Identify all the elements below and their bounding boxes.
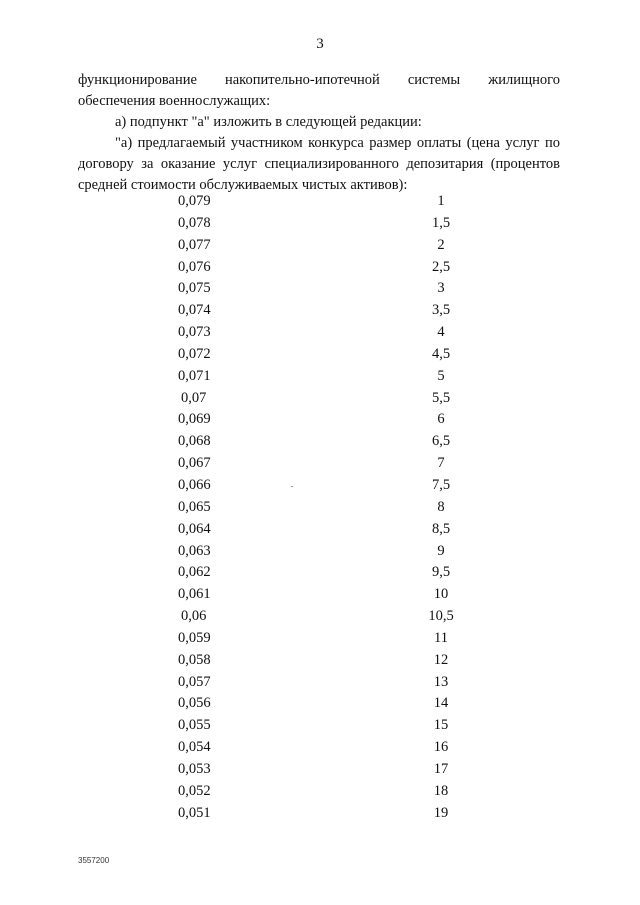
fee-table-row xyxy=(0,761,640,783)
fee-rate-cell: 0,077 xyxy=(178,236,211,253)
fee-points-cell: 8 xyxy=(437,498,445,515)
fee-points-cell: 6 xyxy=(437,411,445,428)
fee-table-row xyxy=(0,543,640,565)
fee-rate-cell: 0,079 xyxy=(178,193,211,209)
fee-rate-cell: 0,073 xyxy=(178,324,211,341)
fee-rate-cell: 0,075 xyxy=(178,280,211,297)
fee-rate-cell: 0,058 xyxy=(178,651,211,668)
item-a-line: а) подпункт "а" изложить в следующей редакции: xyxy=(115,114,422,130)
fee-points-cell: 19 xyxy=(433,804,449,821)
fee-table-row xyxy=(0,805,640,827)
fee-rate-cell: 0,068 xyxy=(178,433,211,450)
fee-points-cell: 5 xyxy=(437,367,445,384)
fee-points-cell: 3,5 xyxy=(431,302,451,319)
fee-table-row xyxy=(0,652,640,674)
fee-table-row xyxy=(0,739,640,761)
fee-rate-cell: 0,053 xyxy=(178,760,211,777)
fee-table-row xyxy=(0,717,640,739)
fee-rate-cell: 0,052 xyxy=(178,782,211,799)
fee-table-row xyxy=(0,455,640,477)
fee-table-row xyxy=(0,630,640,652)
fee-rate-cell: 0,056 xyxy=(178,695,211,712)
fee-points-cell: 10,5 xyxy=(428,608,454,625)
fee-points-cell: 13 xyxy=(433,673,449,690)
fee-table-row xyxy=(0,783,640,805)
fee-rate-cell: 0,067 xyxy=(178,455,211,472)
fee-table-row xyxy=(0,193,640,215)
fee-points-cell: 12 xyxy=(433,651,449,668)
scan-speck xyxy=(291,486,293,487)
continuation-word: системы xyxy=(407,72,461,88)
fee-points-cell: 6,5 xyxy=(431,433,451,450)
continuation-word: жилищного xyxy=(488,72,560,88)
page-number: 3 xyxy=(316,36,324,52)
fee-points-cell: 2 xyxy=(437,236,445,253)
fee-table-row xyxy=(0,280,640,302)
fee-points-cell: 9 xyxy=(437,542,445,559)
fee-rate-cell: 0,051 xyxy=(178,804,211,821)
fee-rate-cell: 0,06 xyxy=(181,608,207,625)
fee-rate-cell: 0,078 xyxy=(178,214,211,231)
fee-table-row xyxy=(0,433,640,455)
fee-rate-cell: 0,066 xyxy=(178,476,211,493)
fee-table-row xyxy=(0,695,640,717)
body-text xyxy=(78,70,560,196)
quote-line-1: "а) предлагаемый участником конкурса размер оплаты (цена услуг по xyxy=(115,135,560,151)
fee-table-row xyxy=(0,477,640,499)
fee-points-cell: 2,5 xyxy=(431,258,451,275)
fee-rate-cell: 0,059 xyxy=(178,629,211,646)
continuation-line-1 xyxy=(78,70,560,91)
fee-rate-cell: 0,054 xyxy=(178,739,211,756)
fee-rate-cell: 0,057 xyxy=(178,673,211,690)
quote-line-3: средней стоимости обслуживаемых чистых активов): xyxy=(78,177,408,193)
fee-points-cell: 7,5 xyxy=(431,476,451,493)
fee-table-row xyxy=(0,674,640,696)
fee-points-cell: 18 xyxy=(433,782,449,799)
fee-points-cell: 8,5 xyxy=(431,520,451,537)
fee-points-cell: 9,5 xyxy=(431,564,451,581)
quote-line-2: договору за оказание услуг специализированного депозитария (процентов xyxy=(78,156,560,172)
fee-points-cell: 14 xyxy=(433,695,449,712)
fee-points-cell: 3 xyxy=(437,280,445,297)
fee-rate-cell: 0,07 xyxy=(181,389,207,406)
fee-table-row xyxy=(0,521,640,543)
fee-table xyxy=(0,193,640,826)
fee-table-row xyxy=(0,324,640,346)
fee-table-row xyxy=(0,346,640,368)
fee-points-cell: 4,5 xyxy=(431,345,451,362)
fee-points-cell: 15 xyxy=(433,717,449,734)
fee-table-row xyxy=(0,564,640,586)
fee-rate-cell: 0,055 xyxy=(178,717,211,734)
fee-table-row xyxy=(0,608,640,630)
fee-table-row xyxy=(0,586,640,608)
continuation-word: функционирование xyxy=(78,72,197,88)
fee-rate-cell: 0,072 xyxy=(178,345,211,362)
fee-table-row xyxy=(0,302,640,324)
fee-points-cell: 16 xyxy=(433,739,449,756)
fee-table-row xyxy=(0,390,640,412)
fee-table-row xyxy=(0,237,640,259)
fee-table-row xyxy=(0,368,640,390)
fee-points-cell: 5,5 xyxy=(431,389,451,406)
fee-points-cell: 7 xyxy=(437,455,445,472)
fee-table-row xyxy=(0,411,640,433)
fee-points-cell: 1 xyxy=(437,193,445,209)
fee-rate-cell: 0,063 xyxy=(178,542,211,559)
fee-table-row xyxy=(0,499,640,521)
fee-rate-cell: 0,065 xyxy=(178,498,211,515)
fee-points-cell: 11 xyxy=(434,629,448,646)
document-code: 3557200 xyxy=(78,856,110,865)
continuation-word: накопительно-ипотечной xyxy=(224,72,380,88)
fee-rate-cell: 0,069 xyxy=(178,411,211,428)
fee-points-cell: 10 xyxy=(433,586,449,603)
fee-rate-cell: 0,064 xyxy=(178,520,211,537)
fee-points-cell: 4 xyxy=(437,324,445,341)
fee-rate-cell: 0,074 xyxy=(178,302,211,319)
fee-table-row xyxy=(0,259,640,281)
fee-rate-cell: 0,061 xyxy=(178,586,211,603)
fee-rate-cell: 0,076 xyxy=(178,258,211,275)
fee-points-cell: 1,5 xyxy=(431,214,451,231)
fee-rate-cell: 0,062 xyxy=(178,564,211,581)
fee-rate-cell: 0,071 xyxy=(178,367,211,384)
continuation-line-2: обеспечения военнослужащих: xyxy=(78,93,271,109)
fee-points-cell: 17 xyxy=(433,760,449,777)
fee-table-row xyxy=(0,215,640,237)
